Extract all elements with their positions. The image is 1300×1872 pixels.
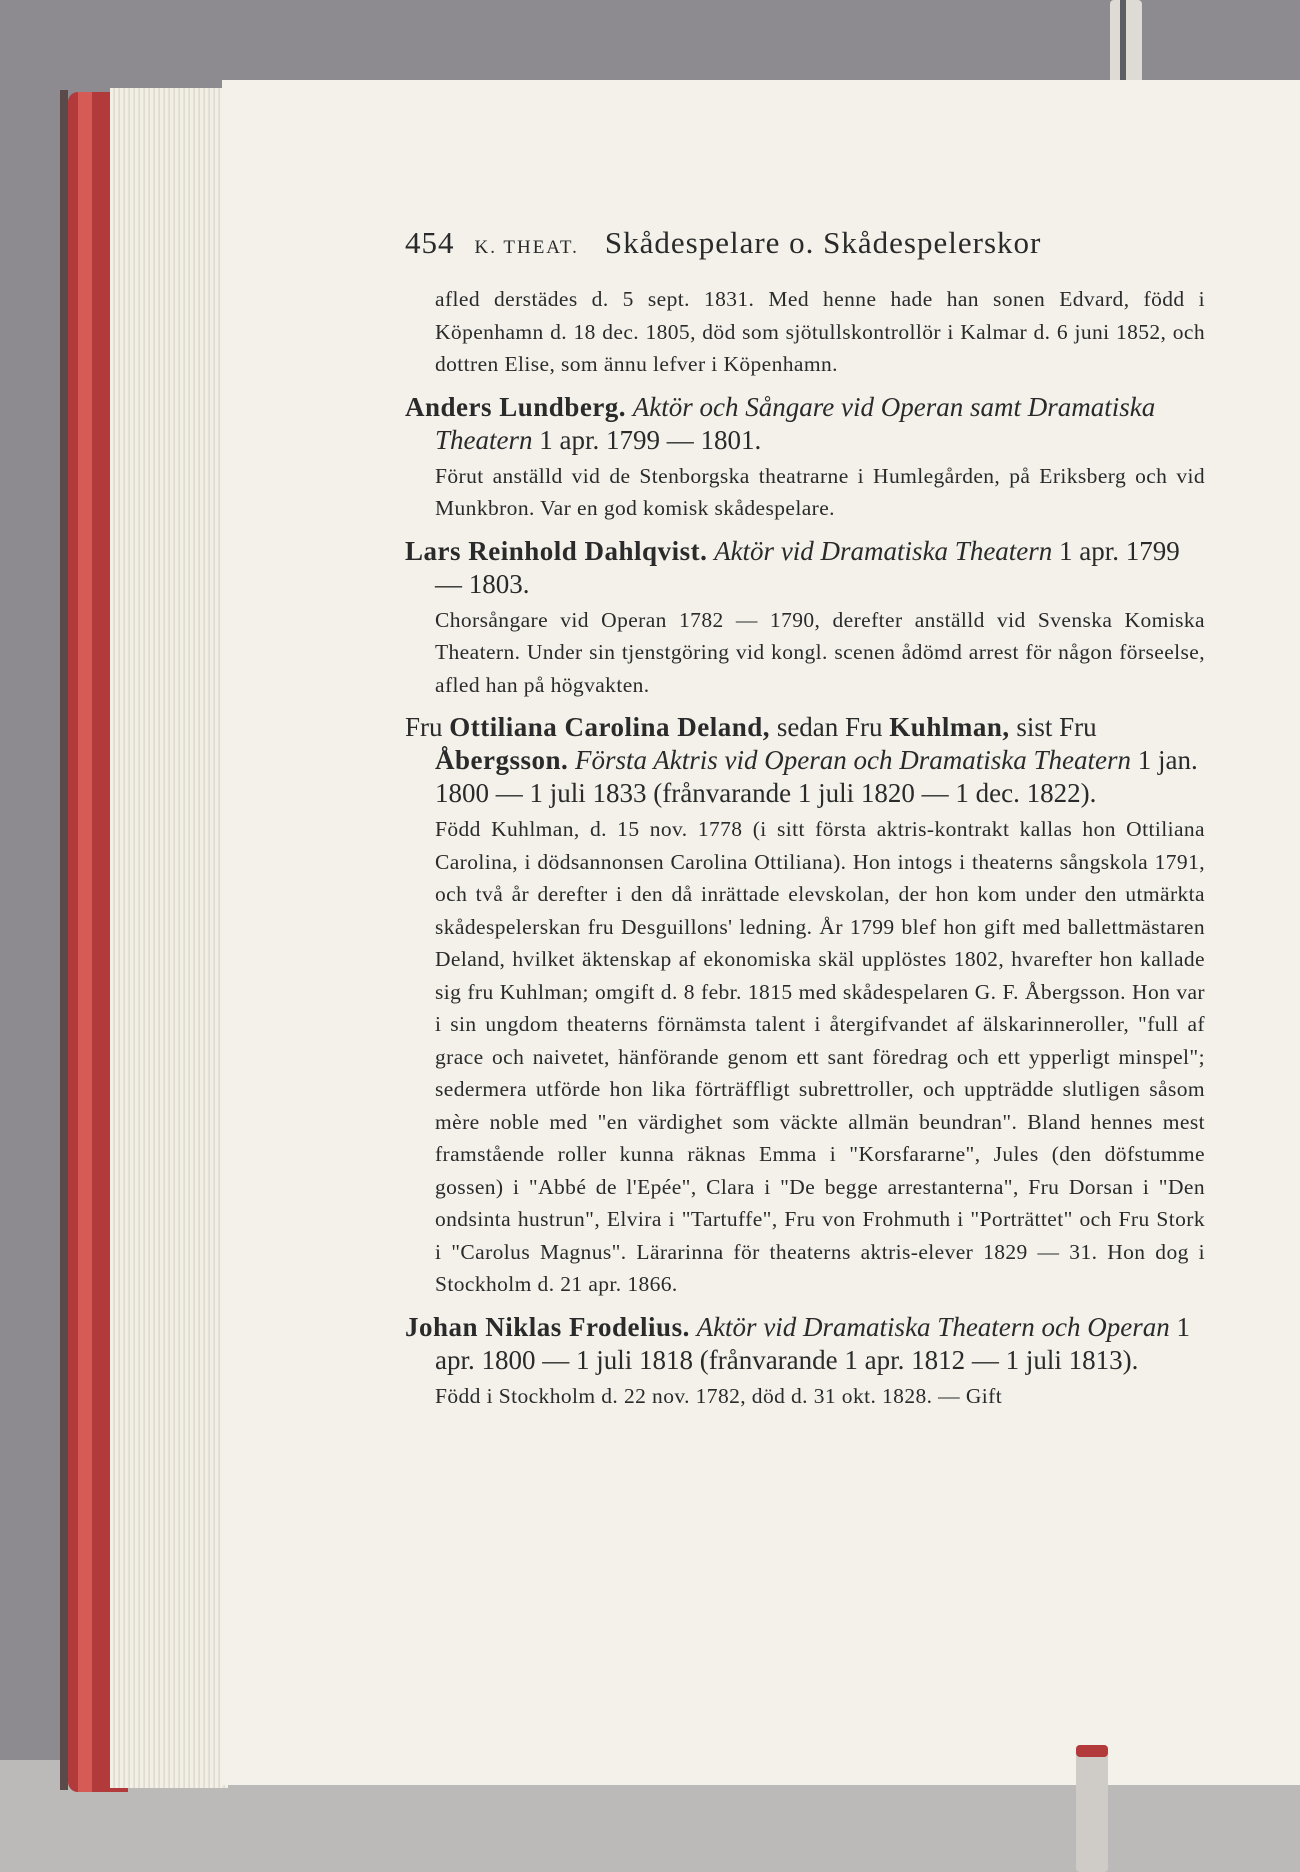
book-spine-shadow bbox=[60, 90, 68, 1790]
entry-dahlqvist bbox=[405, 535, 1205, 702]
entry-body: Född Kuhlman, d. 15 nov. 1778 (i sitt första aktris-kontrakt kallas hon Ottiliana Carolina, i dödsannonsen Carolina Ottiliana). Hon intogs i theaterns sångskola 1791, och två år derefter i den då inrättade elevskolan, der hon kom under den utmärkta skådespelerskan fru Desguillons' ledning. År 1799 blef hon gift med ballettmästaren Deland, hvilket äktenskap af ekonomiska skäl upplöstes 1802, hvarefter hon kallade sig fru Kuhlman; omgift d. 8 febr. 1815 med skådespelaren G. F. Åbergsson. Hon var i sin ungdom theaterns förnämsta talent i återgifvandet af älskarinneroller, "full af grace och naivetet, hänförande genom ett sant föredrag och ett ypperligt minspel"; sedermera utförde hon lika förträffligt subrettroller, och uppträdde slutligen såsom mère noble med "en värdighet som väckte allmän beundran". Bland hennes mest framstående roller kunna räknas Emma i "Korsfararne", Jules (den döfstumme gossen) i "Abbé de l'Epée", Clara i "De begge arrestanterna", Fru Dorsan i "Den ondsinta hustrun", Elvira i "Tartuffe", Fru von Frohmuth i "Porträttet" och Fru Stork i "Carolus Magnus". Lärarinna för theaterns aktris-elever 1829 — 31. Hon dog i Stockholm d. 21 apr. 1866. bbox=[435, 817, 1205, 1296]
continuation-paragraph: afled derstädes d. 5 sept. 1831. Med henne hade han sonen Edvard, född i Köpenhamn d. 18 dec. 1805, död som sjötullskontrollör i Kalmar d. 6 juni 1852, och dottren Elise, som ännu lefver i Köpenhamn. bbox=[435, 287, 1205, 376]
entry-mid-1: sedan Fru bbox=[776, 712, 883, 742]
entry-lundberg bbox=[405, 391, 1205, 525]
entry-name: Lars Reinhold Dahlqvist. bbox=[405, 535, 708, 566]
section-abbr: K. THEAT. bbox=[474, 237, 579, 258]
entry-role: Aktör vid Dramatiska Theatern bbox=[714, 535, 1053, 566]
entry-deland bbox=[405, 711, 1205, 1301]
entry-mid-2: sist Fru bbox=[1016, 712, 1097, 742]
bookmark-ribbon-bottom bbox=[1076, 1745, 1108, 1872]
page-content bbox=[405, 225, 1205, 1412]
entry-dates: 1 apr. 1799 — 1801. bbox=[539, 424, 762, 455]
page-edges bbox=[110, 88, 228, 1788]
entry-name-3: Åbergsson. bbox=[435, 745, 569, 775]
entry-body: Född i Stockholm d. 22 nov. 1782, död d. 31 okt. 1828. — Gift bbox=[435, 1383, 1003, 1408]
page-number: 454 bbox=[405, 225, 455, 260]
entry-dates: 1 apr. 1800 — 1 juli 1818 (frånvarande 1 apr. 1812 — 1 juli 1813). bbox=[435, 1311, 1191, 1375]
entry-dates: 1 jan. 1800 — 1 juli 1833 (frånvarande 1 juli 1820 — 1 dec. 1822). bbox=[435, 745, 1198, 808]
entry-name-2: Kuhlman, bbox=[889, 712, 1010, 742]
entry-name: Anders Lundberg. bbox=[405, 391, 627, 422]
entry-body: Förut anställd vid de Stenborgska theatrarne i Humlegården, på Eriksberg och vid Munkbron. Var en god komisk skådespelare. bbox=[435, 463, 1205, 520]
entry-prefix: Fru bbox=[405, 712, 443, 742]
entry-dates: 1 apr. 1799 — 1803. bbox=[435, 535, 1180, 599]
entry-name: Johan Niklas Frodelius. bbox=[405, 1311, 690, 1342]
header-title: Skådespelare o. Skådespelerskor bbox=[604, 225, 1042, 260]
running-header bbox=[405, 225, 1205, 261]
entry-body: Chorsångare vid Operan 1782 — 1790, derefter anställd vid Svenska Komiska Theatern. Under sin tjenstgöring vid kongl. scenen ådömd arrest för någon förseelse, afled han på högvakten. bbox=[435, 607, 1205, 697]
entry-role: Första Aktris vid Operan och Dramatiska Theatern bbox=[575, 745, 1131, 775]
entry-role: Aktör vid Dramatiska Theatern och Operan bbox=[696, 1311, 1170, 1342]
entry-name: Ottiliana Carolina Deland, bbox=[449, 712, 771, 742]
entry-frodelius bbox=[405, 1311, 1205, 1413]
entry-role: Aktör och Sångare vid Operan samt Dramatiska Theatern bbox=[435, 391, 1156, 455]
